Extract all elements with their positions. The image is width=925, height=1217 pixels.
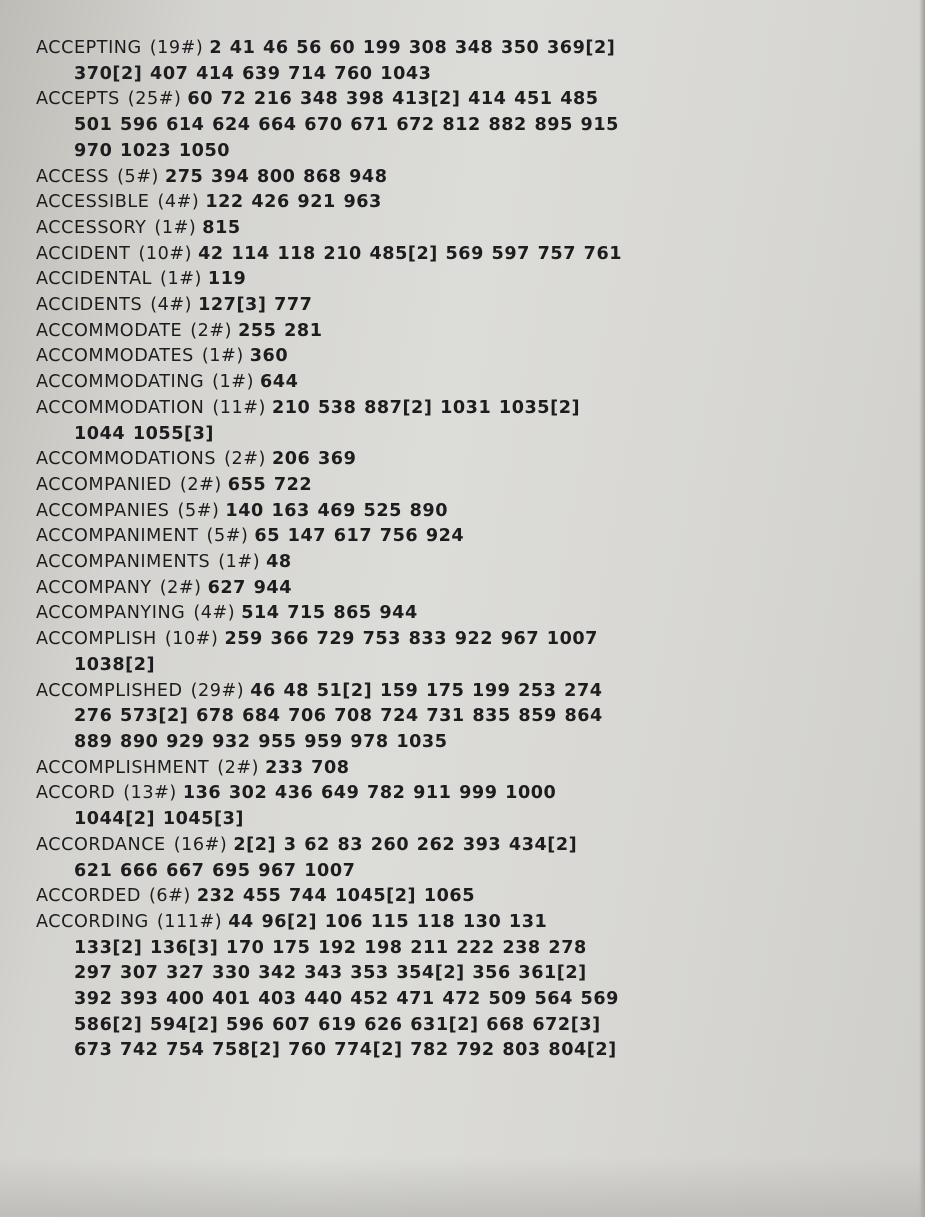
index-term: ACCORD (36, 783, 116, 804)
occurrence-count: (4#) (150, 295, 193, 316)
page-references: 60 72 216 348 398 413[2] 414 451 485 (187, 89, 599, 110)
index-entry-first-line (36, 36, 826, 62)
page-references: 65 147 617 756 924 (254, 526, 465, 547)
occurrence-count: (1#) (160, 269, 202, 290)
index-entry (36, 473, 826, 499)
occurrence-count: (25#) (127, 89, 182, 110)
index-entry (36, 833, 826, 884)
index-list (36, 36, 826, 1064)
index-entry-continuation-line (36, 807, 826, 833)
index-entry-continuation-line (36, 113, 826, 139)
index-term: ACCOMMODATING (36, 372, 205, 393)
index-term: ACCOMMODATE (36, 320, 183, 341)
page-references: 259 366 729 753 833 922 967 1007 (224, 629, 598, 650)
occurrence-count: (11#) (212, 397, 266, 418)
index-term: ACCIDENTAL (36, 269, 153, 290)
index-term: ACCESSORY (36, 217, 147, 238)
index-entry (36, 190, 826, 216)
index-term: ACCEPTS (36, 89, 120, 110)
page-references: 627 944 (207, 577, 293, 598)
page-references: 2 41 46 56 60 199 308 348 350 369[2] (209, 38, 616, 58)
index-entry (36, 499, 826, 525)
index-entry (36, 884, 826, 910)
index-entry-first-line (36, 576, 826, 602)
page-references: 2[2] 3 62 83 260 262 393 434[2] (233, 834, 578, 855)
page-references: 586[2] 594[2] 596 607 619 626 631[2] 668 672[3] (74, 1014, 601, 1035)
page-references: 233 708 (265, 757, 350, 778)
index-entry-first-line (36, 550, 826, 576)
index-entry-first-line (36, 165, 826, 191)
index-entry (36, 550, 826, 576)
page-references: 644 (260, 372, 299, 393)
index-entry-first-line (36, 473, 826, 499)
index-entry-first-line (36, 756, 826, 782)
index-term: ACCOMPANIES (36, 500, 170, 521)
index-entry-continuation-line (36, 704, 826, 730)
index-entry-continuation-line (36, 730, 826, 756)
occurrence-count: (16#) (173, 834, 228, 855)
page-references: 673 742 754 758[2] 760 774[2] 782 792 803 804[2] (74, 1040, 617, 1061)
occurrence-count: (111#) (156, 911, 223, 932)
index-entry-continuation-line (36, 139, 826, 165)
page-edge-shadow (919, 0, 925, 1217)
index-entry (36, 447, 826, 473)
index-entry-first-line (36, 396, 826, 422)
index-term: ACCOMPANIMENT (36, 526, 199, 547)
index-term: ACCOMPANYING (36, 603, 186, 624)
page-references: 44 96[2] 106 115 118 130 131 (228, 911, 548, 932)
index-entry-first-line (36, 499, 826, 525)
page-references: 136 302 436 649 782 911 999 1000 (182, 783, 557, 804)
page-references: 501 596 614 624 664 670 671 672 812 882 895 915 (74, 115, 619, 136)
index-term: ACCOMMODATIONS (36, 449, 217, 470)
page-references: 815 (202, 217, 241, 238)
occurrence-count: (2#) (224, 449, 266, 470)
index-term: ACCIDENT (36, 243, 131, 264)
occurrence-count: (5#) (206, 526, 249, 547)
index-entry-continuation-line (36, 961, 826, 987)
index-entry-continuation-line (36, 987, 826, 1013)
occurrence-count: (5#) (177, 500, 220, 521)
index-entry (36, 576, 826, 602)
index-entry-first-line (36, 370, 826, 396)
occurrence-count: (2#) (217, 757, 260, 778)
index-term: ACCORDANCE (36, 834, 166, 855)
page-references: 970 1023 1050 (74, 140, 231, 161)
index-entry-continuation-line (36, 1013, 826, 1039)
index-entry (36, 679, 826, 756)
occurrence-count: (1#) (201, 346, 244, 367)
occurrence-count: (13#) (123, 783, 177, 804)
index-entry-continuation-line (36, 936, 826, 962)
index-term: ACCOMMODATION (36, 397, 205, 418)
page-references: 210 538 887[2] 1031 1035[2] (271, 397, 581, 418)
occurrence-count: (1#) (212, 372, 255, 393)
page-references: 1044 1055[3] (74, 423, 214, 444)
page-references: 655 722 (227, 474, 313, 495)
occurrence-count: (29#) (190, 680, 245, 701)
index-entry (36, 165, 826, 191)
index-term: ACCOMPLISH (36, 629, 157, 650)
occurrence-count: (2#) (159, 577, 202, 598)
page-references: 275 394 800 868 948 (164, 166, 388, 187)
index-term: ACCESSIBLE (36, 192, 150, 213)
index-entry-first-line (36, 216, 826, 242)
page-references: 127[3] 777 (198, 295, 313, 316)
index-entry (36, 36, 826, 87)
index-entry-continuation-line (36, 1038, 826, 1064)
index-entry (36, 293, 826, 319)
index-entry (36, 524, 826, 550)
index-term: ACCORDED (36, 886, 141, 907)
occurrence-count: (4#) (157, 192, 200, 213)
page-references: 119 (207, 269, 247, 290)
index-entry (36, 781, 826, 832)
page-references: 255 281 (238, 320, 323, 341)
page-references: 42 114 118 210 485[2] 569 597 757 761 (198, 243, 623, 264)
occurrence-count: (1#) (154, 217, 197, 238)
index-entry (36, 344, 826, 370)
page-references: 297 307 327 330 342 343 353 354[2] 356 361[2] (74, 963, 587, 984)
index-entry-continuation-line (36, 422, 826, 448)
page-references: 889 890 929 932 955 959 978 1035 (74, 731, 448, 752)
index-term: ACCOMPLISHED (36, 680, 183, 701)
occurrence-count: (4#) (193, 603, 236, 624)
index-entry-first-line (36, 319, 826, 345)
index-entry (36, 242, 826, 268)
index-entry-continuation-line (36, 653, 826, 679)
page-references: 206 369 (271, 449, 357, 470)
page-references: 370[2] 407 414 639 714 760 1043 (74, 63, 432, 84)
index-entry (36, 370, 826, 396)
index-term: ACCEPTING (36, 38, 142, 58)
index-entry-first-line (36, 884, 826, 910)
index-entry (36, 910, 826, 1064)
index-term: ACCOMPANIMENTS (36, 552, 211, 573)
page-bottom-shading (0, 1157, 925, 1217)
page-references: 133[2] 136[3] 170 175 192 198 211 222 238 278 (74, 937, 587, 958)
index-entry (36, 319, 826, 345)
index-term: ACCESS (36, 166, 110, 187)
page-references: 360 (249, 346, 289, 367)
occurrence-count: (2#) (190, 320, 233, 341)
page-references: 1038[2] (74, 654, 156, 675)
page-references: 48 (266, 552, 292, 573)
page-references: 46 48 51[2] 159 175 199 253 274 (250, 680, 603, 701)
page-references: 514 715 865 944 (241, 603, 418, 624)
index-entry (36, 627, 826, 678)
index-entry (36, 601, 826, 627)
index-entry (36, 396, 826, 447)
occurrence-count: (10#) (164, 629, 219, 650)
index-entry (36, 267, 826, 293)
index-entry-first-line (36, 242, 826, 268)
index-term: ACCOMPANIED (36, 474, 172, 495)
page-references: 232 455 744 1045[2] 1065 (196, 886, 475, 907)
index-entry-first-line (36, 87, 826, 113)
index-entry-first-line (36, 447, 826, 473)
index-entry-continuation-line (36, 859, 826, 885)
index-entry-first-line (36, 524, 826, 550)
index-entry-first-line (36, 601, 826, 627)
index-entry-first-line (36, 293, 826, 319)
index-term: ACCOMPANY (36, 577, 152, 598)
index-entry-first-line (36, 781, 826, 807)
index-entry-first-line (36, 627, 826, 653)
index-term: ACCIDENTS (36, 295, 143, 316)
index-entry-first-line (36, 267, 826, 293)
index-entry-first-line (36, 910, 826, 936)
page-references: 392 393 400 401 403 440 452 471 472 509 564 569 (74, 989, 619, 1010)
page-references: 621 666 667 695 967 1007 (74, 860, 356, 881)
index-entry (36, 756, 826, 782)
index-entry (36, 216, 826, 242)
occurrence-count: (2#) (179, 474, 222, 495)
occurrence-count: (1#) (218, 552, 261, 573)
page-references: 140 163 469 525 890 (225, 500, 448, 521)
index-term: ACCOMMODATES (36, 346, 194, 367)
page-references: 122 426 921 963 (205, 192, 382, 213)
index-term: ACCOMPLISHMENT (36, 757, 210, 778)
index-entry (36, 87, 826, 164)
occurrence-count: (6#) (148, 886, 191, 907)
index-entry-first-line (36, 190, 826, 216)
page-references: 276 573[2] 678 684 706 708 724 731 835 859 864 (74, 706, 603, 727)
page-references: 1044[2] 1045[3] (74, 809, 244, 830)
occurrence-count: (5#) (117, 166, 159, 187)
index-entry-first-line (36, 344, 826, 370)
index-entry-continuation-line (36, 62, 826, 88)
index-term: ACCORDING (36, 911, 149, 932)
occurrence-count: (19#) (149, 38, 204, 58)
index-entry-first-line (36, 679, 826, 705)
index-entry-first-line (36, 833, 826, 859)
occurrence-count: (10#) (138, 243, 193, 264)
